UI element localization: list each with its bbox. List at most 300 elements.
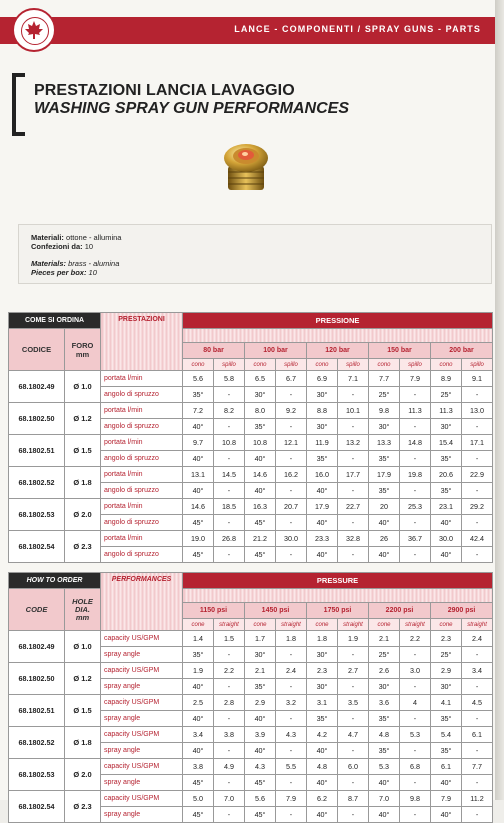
angle-value: 45°: [245, 775, 276, 791]
maple-leaf-icon: [23, 19, 45, 41]
page-title-it: PRESTAZIONI LANCIA LAVAGGIO: [34, 82, 295, 99]
flow-label: capacity US/GPM: [101, 759, 183, 775]
dia-cell: Ø 2.3: [65, 791, 101, 823]
angle-value: 25°: [431, 387, 462, 403]
flow-value: 2.4: [462, 631, 493, 647]
sub-cone-3: cone: [369, 619, 400, 631]
flow-value: 5.4: [431, 727, 462, 743]
angle-value: 30°: [307, 387, 338, 403]
angle-value: 40°: [183, 451, 214, 467]
angle-value: 35°: [369, 483, 400, 499]
angle-value: 30°: [245, 647, 276, 663]
table-row: [9, 499, 493, 515]
flow-label: portata l/min: [101, 371, 183, 387]
pressure-0: 1150 psi: [183, 603, 245, 619]
flow-value: 16.2: [276, 467, 307, 483]
angle-value: -: [400, 515, 431, 531]
angle-value: 40°: [183, 419, 214, 435]
angle-label: angolo di spruzzo: [101, 515, 183, 531]
flow-label: capacity US/GPM: [101, 791, 183, 807]
angle-value: 45°: [245, 807, 276, 823]
angle-value: 35°: [307, 711, 338, 727]
angle-value: -: [462, 515, 493, 531]
code-cell: 68.1802.53: [9, 499, 65, 531]
angle-value: -: [462, 547, 493, 563]
flow-value: 13.0: [462, 403, 493, 419]
flow-value: 7.9: [400, 371, 431, 387]
page-title-en: WASHING SPRAY GUN PERFORMANCES: [34, 100, 349, 117]
angle-value: 40°: [369, 515, 400, 531]
angle-value: -: [462, 775, 493, 791]
performance-table-en: [8, 572, 493, 823]
flow-value: 3.8: [214, 727, 245, 743]
flow-value: 1.7: [245, 631, 276, 647]
perf-header-en: PERFORMANCES: [101, 573, 183, 631]
flow-value: 32.8: [338, 531, 369, 547]
angle-value: -: [462, 679, 493, 695]
angle-value: 35°: [431, 483, 462, 499]
code-cell: 68.1802.50: [9, 663, 65, 695]
flow-value: 13.3: [369, 435, 400, 451]
angle-value: 25°: [369, 387, 400, 403]
order-header-en: HOW TO ORDER: [9, 573, 101, 589]
hole-header: FORO mm: [65, 329, 101, 371]
flow-value: 42.4: [462, 531, 493, 547]
angle-value: 40°: [307, 807, 338, 823]
pressure-2: 1750 psi: [307, 603, 369, 619]
pressure-1: 1450 psi: [245, 603, 307, 619]
angle-value: -: [400, 387, 431, 403]
angle-value: -: [338, 515, 369, 531]
code-cell: 68.1802.54: [9, 531, 65, 563]
flow-value: 10.8: [214, 435, 245, 451]
flow-value: 14.6: [183, 499, 214, 515]
flow-label: portata l/min: [101, 531, 183, 547]
angle-label: spray angle: [101, 679, 183, 695]
flow-value: 6.2: [307, 791, 338, 807]
flow-value: 14.6: [245, 467, 276, 483]
sub-straight-1: straight: [276, 619, 307, 631]
code-header-en: CODE: [9, 589, 65, 631]
angle-value: 40°: [431, 547, 462, 563]
flow-value: 17.1: [462, 435, 493, 451]
angle-value: 35°: [307, 451, 338, 467]
page-edge: [495, 0, 504, 800]
angle-value: 25°: [369, 647, 400, 663]
angle-value: -: [214, 743, 245, 759]
hole-header-en: HOLE DIA. mm: [65, 589, 101, 631]
angle-value: 40°: [245, 451, 276, 467]
flow-value: 2.2: [214, 663, 245, 679]
angle-value: -: [214, 775, 245, 791]
flow-value: 6.1: [462, 727, 493, 743]
flow-value: 8.7: [338, 791, 369, 807]
angle-value: 35°: [369, 743, 400, 759]
angle-value: 35°: [431, 451, 462, 467]
flow-value: 17.9: [369, 467, 400, 483]
flow-value: 4.9: [214, 759, 245, 775]
angle-value: -: [338, 647, 369, 663]
flow-value: 11.9: [307, 435, 338, 451]
flow-value: 14.8: [400, 435, 431, 451]
dia-cell: Ø 1.0: [65, 371, 101, 403]
flow-value: 5.5: [276, 759, 307, 775]
flow-value: 2.4: [276, 663, 307, 679]
flow-label: capacity US/GPM: [101, 663, 183, 679]
flow-value: 17.7: [338, 467, 369, 483]
angle-value: 25°: [431, 647, 462, 663]
sub-cone-0: cono: [183, 359, 214, 371]
angle-value: -: [214, 547, 245, 563]
angle-value: 40°: [183, 743, 214, 759]
angle-value: -: [400, 483, 431, 499]
angle-value: -: [276, 711, 307, 727]
brand-logo: [12, 8, 56, 52]
angle-value: -: [276, 419, 307, 435]
flow-value: 3.0: [400, 663, 431, 679]
angle-label: angolo di spruzzo: [101, 387, 183, 403]
pressure-1: 100 bar: [245, 343, 307, 359]
dia-cell: Ø 2.0: [65, 759, 101, 791]
angle-value: -: [338, 711, 369, 727]
angle-value: -: [214, 515, 245, 531]
flow-value: 3.9: [245, 727, 276, 743]
flow-value: 3.6: [369, 695, 400, 711]
sub-straight-2: straight: [338, 619, 369, 631]
flow-value: 21.2: [245, 531, 276, 547]
angle-value: 40°: [183, 711, 214, 727]
table-row: [9, 695, 493, 711]
flow-value: 2.3: [431, 631, 462, 647]
sub-straight-3: straight: [400, 619, 431, 631]
angle-value: 35°: [245, 419, 276, 435]
dia-cell: Ø 2.3: [65, 531, 101, 563]
flow-value: 3.5: [338, 695, 369, 711]
angle-value: 40°: [307, 775, 338, 791]
table-row: [9, 727, 493, 743]
angle-value: 40°: [431, 515, 462, 531]
flow-value: 20.7: [276, 499, 307, 515]
flow-value: 12.1: [276, 435, 307, 451]
sub-straight-4: spillo: [462, 359, 493, 371]
sub-straight-3: spillo: [400, 359, 431, 371]
angle-value: -: [214, 647, 245, 663]
flow-value: 2.6: [369, 663, 400, 679]
flow-value: 19.0: [183, 531, 214, 547]
angle-value: -: [462, 387, 493, 403]
angle-value: -: [462, 419, 493, 435]
table-row: [9, 467, 493, 483]
angle-value: 40°: [431, 775, 462, 791]
flow-value: 9.2: [276, 403, 307, 419]
angle-value: -: [462, 711, 493, 727]
code-cell: 68.1802.53: [9, 759, 65, 791]
code-cell: 68.1802.50: [9, 403, 65, 435]
angle-value: -: [338, 419, 369, 435]
flow-value: 9.8: [369, 403, 400, 419]
angle-value: -: [462, 647, 493, 663]
angle-value: 35°: [369, 451, 400, 467]
angle-value: -: [214, 483, 245, 499]
angle-value: 30°: [307, 679, 338, 695]
code-cell: 68.1802.51: [9, 435, 65, 467]
flow-value: 19.8: [400, 467, 431, 483]
angle-value: -: [462, 807, 493, 823]
angle-value: -: [462, 483, 493, 499]
flow-value: 7.2: [183, 403, 214, 419]
angle-value: 40°: [183, 679, 214, 695]
angle-value: -: [400, 743, 431, 759]
performance-table-it: [8, 312, 493, 563]
flow-value: 7.0: [214, 791, 245, 807]
angle-value: -: [276, 647, 307, 663]
flow-value: 1.8: [276, 631, 307, 647]
angle-value: 30°: [307, 419, 338, 435]
banner-text: LANCE - COMPONENTI / SPRAY GUNS - PARTS: [234, 24, 481, 34]
flow-value: 7.9: [431, 791, 462, 807]
angle-value: 35°: [245, 679, 276, 695]
angle-label: angolo di spruzzo: [101, 419, 183, 435]
flow-value: 5.0: [183, 791, 214, 807]
title-bracket: [12, 73, 25, 136]
table-row: [9, 371, 493, 387]
angle-value: -: [214, 387, 245, 403]
angle-value: -: [400, 647, 431, 663]
code-cell: 68.1802.54: [9, 791, 65, 823]
sub-straight-0: spillo: [214, 359, 245, 371]
flow-value: 4.2: [307, 727, 338, 743]
flow-label: capacity US/GPM: [101, 631, 183, 647]
angle-value: -: [338, 743, 369, 759]
code-cell: 68.1802.52: [9, 467, 65, 499]
angle-value: -: [338, 679, 369, 695]
angle-value: -: [276, 547, 307, 563]
angle-value: 40°: [307, 483, 338, 499]
flow-value: 2.5: [183, 695, 214, 711]
flow-value: 6.9: [307, 371, 338, 387]
pressure-0: 80 bar: [183, 343, 245, 359]
angle-value: 40°: [183, 483, 214, 499]
angle-value: -: [276, 483, 307, 499]
angle-value: -: [338, 807, 369, 823]
angle-value: -: [338, 451, 369, 467]
flow-value: 3.1: [307, 695, 338, 711]
angle-value: 40°: [245, 711, 276, 727]
flow-value: 3.8: [183, 759, 214, 775]
sub-cone-2: cone: [307, 619, 338, 631]
flow-value: 1.4: [183, 631, 214, 647]
flow-value: 22.9: [462, 467, 493, 483]
angle-value: -: [276, 743, 307, 759]
angle-label: spray angle: [101, 775, 183, 791]
flow-value: 11.3: [431, 403, 462, 419]
flow-value: 11.3: [400, 403, 431, 419]
flow-value: 14.5: [214, 467, 245, 483]
table-row: [9, 759, 493, 775]
flow-value: 23.1: [431, 499, 462, 515]
dia-cell: Ø 1.5: [65, 695, 101, 727]
angle-value: -: [276, 387, 307, 403]
sub-cone-1: cono: [245, 359, 276, 371]
flow-value: 2.1: [369, 631, 400, 647]
angle-value: -: [400, 775, 431, 791]
pressure-2: 120 bar: [307, 343, 369, 359]
angle-value: 45°: [245, 515, 276, 531]
flow-value: 18.5: [214, 499, 245, 515]
angle-value: -: [338, 775, 369, 791]
flow-value: 6.0: [338, 759, 369, 775]
flow-value: 2.2: [400, 631, 431, 647]
flow-label: capacity US/GPM: [101, 695, 183, 711]
angle-value: -: [276, 451, 307, 467]
flow-value: 9.7: [183, 435, 214, 451]
flow-value: 22.7: [338, 499, 369, 515]
flow-value: 4.1: [431, 695, 462, 711]
flow-value: 6.7: [276, 371, 307, 387]
pressure-spacer: [183, 329, 493, 343]
materials-it: Materiali: ottone - allumina: [31, 233, 122, 242]
flow-value: 7.1: [338, 371, 369, 387]
flow-value: 2.9: [431, 663, 462, 679]
flow-value: 20: [369, 499, 400, 515]
angle-value: 35°: [431, 711, 462, 727]
dia-cell: Ø 1.2: [65, 403, 101, 435]
sub-cone-4: cono: [431, 359, 462, 371]
flow-value: 13.2: [338, 435, 369, 451]
angle-value: -: [214, 679, 245, 695]
dia-cell: Ø 1.5: [65, 435, 101, 467]
angle-value: 40°: [369, 807, 400, 823]
flow-value: 15.4: [431, 435, 462, 451]
flow-value: 5.3: [369, 759, 400, 775]
angle-value: 35°: [369, 711, 400, 727]
pieces-en: Pieces per box: 10: [31, 268, 97, 277]
code-header: CODICE: [9, 329, 65, 371]
flow-value: 16.0: [307, 467, 338, 483]
table-row: [9, 531, 493, 547]
flow-value: 9.1: [462, 371, 493, 387]
angle-value: -: [400, 547, 431, 563]
angle-value: 45°: [183, 515, 214, 531]
angle-value: 40°: [307, 515, 338, 531]
sub-cone-2: cono: [307, 359, 338, 371]
flow-value: 25.3: [400, 499, 431, 515]
angle-value: 40°: [307, 743, 338, 759]
angle-value: -: [214, 807, 245, 823]
angle-value: 40°: [245, 483, 276, 499]
flow-value: 13.1: [183, 467, 214, 483]
flow-value: 3.4: [183, 727, 214, 743]
table-row: [9, 663, 493, 679]
flow-value: 5.6: [183, 371, 214, 387]
pressure-4: 200 bar: [431, 343, 493, 359]
sub-straight-4: straight: [462, 619, 493, 631]
angle-value: 40°: [369, 547, 400, 563]
flow-value: 11.2: [462, 791, 493, 807]
flow-value: 7.7: [369, 371, 400, 387]
flow-value: 1.9: [183, 663, 214, 679]
angle-value: -: [276, 679, 307, 695]
angle-value: 45°: [183, 807, 214, 823]
materials-en: Materials: brass - alumina: [31, 259, 120, 268]
angle-value: -: [400, 451, 431, 467]
pressure-3: 150 bar: [369, 343, 431, 359]
flow-value: 3.4: [462, 663, 493, 679]
angle-value: -: [214, 711, 245, 727]
dia-cell: Ø 1.8: [65, 727, 101, 759]
angle-value: -: [338, 387, 369, 403]
code-cell: 68.1802.49: [9, 631, 65, 663]
dia-cell: Ø 1.0: [65, 631, 101, 663]
angle-value: 30°: [369, 679, 400, 695]
angle-value: 35°: [183, 647, 214, 663]
flow-value: 8.2: [214, 403, 245, 419]
code-cell: 68.1802.51: [9, 695, 65, 727]
flow-value: 7.0: [369, 791, 400, 807]
flow-value: 4.7: [338, 727, 369, 743]
pressure-spacer-en: [183, 589, 493, 603]
angle-value: 40°: [431, 807, 462, 823]
flow-value: 30.0: [276, 531, 307, 547]
flow-value: 2.9: [245, 695, 276, 711]
sub-cone-4: cone: [431, 619, 462, 631]
table-row: [9, 791, 493, 807]
flow-value: 10.8: [245, 435, 276, 451]
angle-label: angolo di spruzzo: [101, 451, 183, 467]
perf-header: PRESTAZIONI: [101, 313, 183, 371]
flow-value: 7.7: [462, 759, 493, 775]
angle-value: -: [338, 483, 369, 499]
flow-value: 2.8: [214, 695, 245, 711]
sub-straight-1: spillo: [276, 359, 307, 371]
angle-value: -: [400, 807, 431, 823]
angle-label: angolo di spruzzo: [101, 547, 183, 563]
flow-value: 8.9: [431, 371, 462, 387]
angle-value: -: [338, 547, 369, 563]
sub-cone-0: cone: [183, 619, 214, 631]
flow-value: 26: [369, 531, 400, 547]
angle-value: -: [400, 679, 431, 695]
angle-value: -: [400, 711, 431, 727]
flow-value: 1.9: [338, 631, 369, 647]
angle-value: 30°: [245, 387, 276, 403]
flow-value: 4.3: [276, 727, 307, 743]
flow-value: 2.3: [307, 663, 338, 679]
pressure-header-en: PRESSURE: [183, 573, 493, 589]
angle-label: spray angle: [101, 711, 183, 727]
angle-value: -: [214, 419, 245, 435]
angle-value: 40°: [369, 775, 400, 791]
flow-value: 8.0: [245, 403, 276, 419]
flow-value: 5.6: [245, 791, 276, 807]
flow-value: 16.3: [245, 499, 276, 515]
flow-value: 1.8: [307, 631, 338, 647]
angle-value: -: [214, 451, 245, 467]
flow-label: portata l/min: [101, 467, 183, 483]
flow-value: 23.3: [307, 531, 338, 547]
flow-value: 4: [400, 695, 431, 711]
flow-value: 9.8: [400, 791, 431, 807]
dia-cell: Ø 2.0: [65, 499, 101, 531]
code-cell: 68.1802.52: [9, 727, 65, 759]
sub-cone-3: cono: [369, 359, 400, 371]
pieces-it: Confezioni da: 10: [31, 242, 94, 251]
flow-value: 20.6: [431, 467, 462, 483]
flow-value: 26.8: [214, 531, 245, 547]
angle-value: 40°: [245, 743, 276, 759]
flow-value: 4.8: [307, 759, 338, 775]
pressure-3: 2200 psi: [369, 603, 431, 619]
